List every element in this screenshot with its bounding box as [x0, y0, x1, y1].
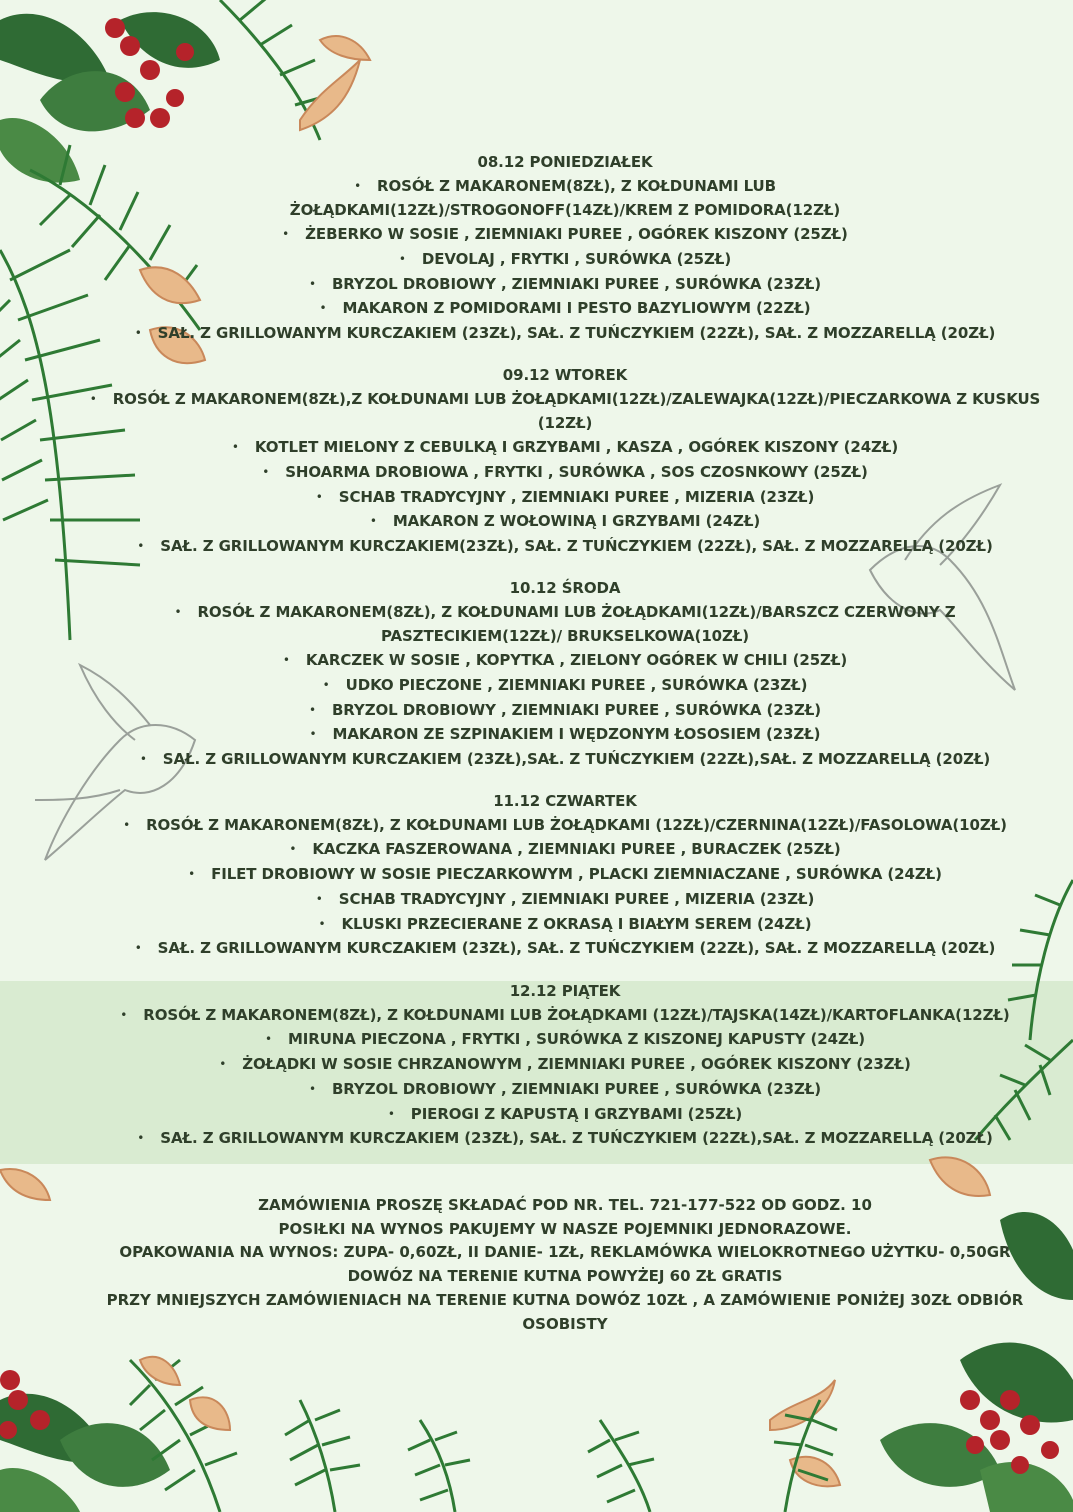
holly-icon: [0, 1394, 170, 1512]
day-title: 10.12 ŚRODA: [509, 579, 621, 597]
menu-item: • ŻOŁĄDKI W SOSIE CHRZANOWYM , ZIEMNIAKI PUREE , OGÓREK KISZONY (23ZŁ): [80, 1053, 1050, 1078]
day-section: [80, 151, 1050, 347]
day-title: 09.12 WTOREK: [502, 366, 628, 384]
menu-item: • SAŁ. Z GRILLOWANYM KURCZAKIEM (23ZŁ), SAŁ. Z TUŃCZYKIEM (22ZŁ),SAŁ. Z MOZZARELLĄ (20ZŁ): [80, 1127, 1050, 1152]
menu-item: • KOTLET MIELONY Z CEBULKĄ I GRZYBAMI , KASZA , OGÓREK KISZONY (24ZŁ): [80, 436, 1050, 461]
info-line: OPAKOWANIA NA WYNOS: ZUPA- 0,60ZŁ, II DANIE- 1ZŁ, REKLAMÓWKA WIELOKROTNEGO UŻYTKU- 0,50GR: [119, 1243, 1011, 1262]
menu-item: • SAŁ. Z GRILLOWANYM KURCZAKIEM(23ZŁ), SAŁ. Z TUŃCZYKIEM (22ZŁ), SAŁ. Z MOZZARELLĄ (20ZŁ): [80, 535, 1050, 560]
menu-item: • UDKO PIECZONE , ZIEMNIAKI PUREE , SURÓWKA (23ZŁ): [80, 674, 1050, 699]
info-line: POSIŁKI NA WYNOS PAKUJEMY W NASZE POJEMNIKI JEDNORAZOWE.: [278, 1219, 852, 1238]
menu-item: • ROSÓŁ Z MAKARONEM(8ZŁ), Z KOŁDUNAMI LUB ŻOŁĄDKAMI (12ZŁ)/TAJSKA(14ZŁ)/KARTOFLANKA(12ZŁ): [80, 1004, 1050, 1029]
menu-item: • ROSÓŁ Z MAKARONEM(8ZŁ), Z KOŁDUNAMI LUB ŻOŁĄDKAMI(12ZŁ)/BARSZCZ CZERWONY Z PASZTECIKIEM(12ZŁ)/ BRUKSELKOWA(10ZŁ): [80, 601, 1050, 649]
day-title: 12.12 PIĄTEK: [509, 982, 621, 1000]
menu-item: • MAKARON ZE SZPINAKIEM I WĘDZONYM ŁOSOSIEM (23ZŁ): [80, 723, 1050, 748]
pine-branch-icon: [130, 1360, 654, 1512]
menu-item: • ROSÓŁ Z MAKARONEM(8ZŁ), Z KOŁDUNAMI LUB ŻOŁĄDKAMI(12ZŁ)/STROGONOFF(14ZŁ)/KREM Z POMIDORA(12ZŁ): [80, 175, 1050, 223]
info-line: DOWÓZ NA TERENIE KUTNA POWYŻEJ 60 ZŁ GRATIS: [347, 1267, 783, 1286]
menu-item: • SAŁ. Z GRILLOWANYM KURCZAKIEM (23ZŁ),SAŁ. Z TUŃCZYKIEM (22ZŁ),SAŁ. Z MOZZARELLĄ (20ZŁ): [80, 748, 1050, 773]
menu-item: • FILET DROBIOWY W SOSIE PIECZARKOWYM , PLACKI ZIEMNIACZANE , SURÓWKA (24ZŁ): [80, 863, 1050, 888]
menu-item: • KACZKA FASZEROWANA , ZIEMNIAKI PUREE , BURACZEK (25ZŁ): [80, 838, 1050, 863]
menu-item: • SCHAB TRADYCYJNY , ZIEMNIAKI PUREE , MIZERIA (23ZŁ): [80, 486, 1050, 511]
day-section: [80, 364, 1050, 560]
day-section: [80, 790, 1050, 962]
menu-item: • BRYZOL DROBIOWY , ZIEMNIAKI PUREE , SURÓWKA (23ZŁ): [80, 273, 1050, 298]
info-line: ZAMÓWIENIA PROSZĘ SKŁADAĆ POD NR. TEL. 721-177-522 OD GODZ. 10: [258, 1196, 872, 1214]
order-info: [90, 1194, 1040, 1336]
menu-item: • SCHAB TRADYCYJNY , ZIEMNIAKI PUREE , MIZERIA (23ZŁ): [80, 888, 1050, 913]
day-section: [80, 980, 1050, 1152]
menu-item: • SHOARMA DROBIOWA , FRYTKI , SURÓWKA , SOS CZOSNKOWY (25ZŁ): [80, 461, 1050, 486]
menu-item: • MAKARON Z WOŁOWINĄ I GRZYBAMI (24ZŁ): [80, 510, 1050, 535]
day-title: 11.12 CZWARTEK: [493, 792, 637, 810]
menu-item: • ROSÓŁ Z MAKARONEM(8ZŁ),Z KOŁDUNAMI LUB ŻOŁĄDKAMI(12ZŁ)/ZALEWAJKA(12ZŁ)/PIECZARKOWA Z KUSKUS (12ZŁ): [80, 388, 1050, 436]
day-section: [80, 577, 1050, 773]
menu-item: • MIRUNA PIECZONA , FRYTKI , SURÓWKA Z KISZONEJ KAPUSTY (24ZŁ): [80, 1028, 1050, 1053]
day-title: 08.12 PONIEDZIAŁEK: [477, 153, 653, 171]
menu-item: • SAŁ. Z GRILLOWANYM KURCZAKIEM (23ZŁ), SAŁ. Z TUŃCZYKIEM (22ZŁ), SAŁ. Z MOZZARELLĄ (20ZŁ): [80, 322, 1050, 347]
menu-item: • MAKARON Z POMIDORAMI I PESTO BAZYLIOWYM (22ZŁ): [80, 297, 1050, 322]
menu-item: • KARCZEK W SOSIE , KOPYTKA , ZIELONY OGÓREK W CHILI (25ZŁ): [80, 649, 1050, 674]
info-line: PRZY MNIEJSZYCH ZAMÓWIENIACH NA TERENIE KUTNA DOWÓZ 10ZŁ , A ZAMÓWIENIE PONIŻEJ 30ZŁ ODBIÓR OSOBISTY: [106, 1290, 1024, 1333]
menu-item: • SAŁ. Z GRILLOWANYM KURCZAKIEM (23ZŁ), SAŁ. Z TUŃCZYKIEM (22ZŁ), SAŁ. Z MOZZARELLĄ (20ZŁ): [80, 937, 1050, 962]
menu-item: • KLUSKI PRZECIERANE Z OKRASĄ I BIAŁYM SEREM (24ZŁ): [80, 913, 1050, 938]
menu-item: • BRYZOL DROBIOWY , ZIEMNIAKI PUREE , SURÓWKA (23ZŁ): [80, 699, 1050, 724]
menu-item: • PIEROGI Z KAPUSTĄ I GRZYBAMI (25ZŁ): [80, 1103, 1050, 1128]
menu-item: • DEVOLAJ , FRYTKI , SURÓWKA (25ZŁ): [80, 248, 1050, 273]
menu-item: • ŻEBERKO W SOSIE , ZIEMNIAKI PUREE , OGÓREK KISZONY (25ZŁ): [80, 223, 1050, 248]
menu-item: • ROSÓŁ Z MAKARONEM(8ZŁ), Z KOŁDUNAMI LUB ŻOŁĄDKAMI (12ZŁ)/CZERNINA(12ZŁ)/FASOLOWA(10ZŁ): [80, 814, 1050, 839]
menu-item: • BRYZOL DROBIOWY , ZIEMNIAKI PUREE , SURÓWKA (23ZŁ): [80, 1078, 1050, 1103]
